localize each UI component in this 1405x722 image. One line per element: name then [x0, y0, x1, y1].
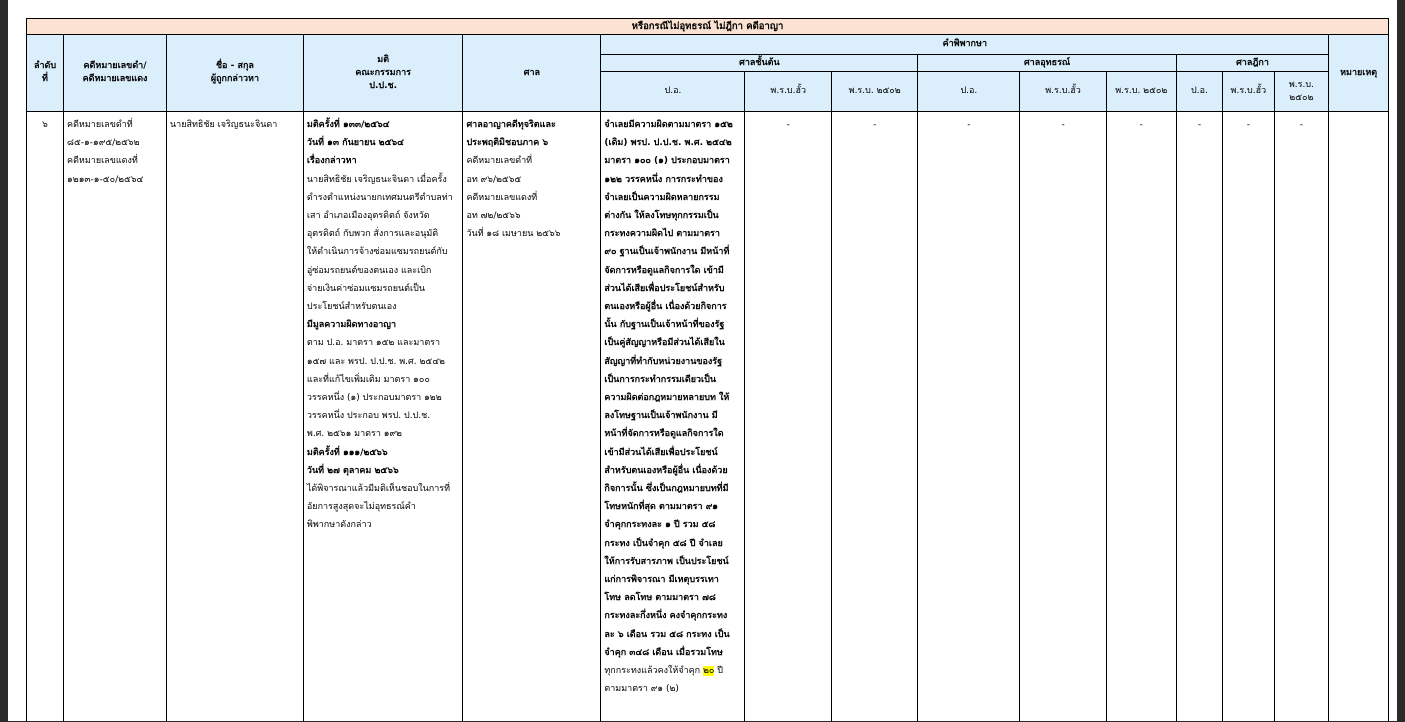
verdict-line: สัญญาที่ทำกับหน่วยงานของรัฐ [604, 353, 741, 371]
cell-first-2542: - [831, 112, 917, 722]
resolution-line: ให้ดำเนินการจ้างซ่อมแซมรถยนต์กับ [307, 243, 460, 261]
header-judgment: คำพิพากษา [601, 35, 1329, 55]
court-line: ประพฤติมิชอบภาค ๖ [466, 134, 597, 152]
resolution-line: วันที่ ๑๓ กันยายน ๒๕๖๔ [307, 134, 460, 152]
verdict-line: กิจการนั้น ซึ่งเป็นกฎหมายบทที่มี [604, 480, 741, 498]
header-court: ศาล [463, 35, 601, 112]
resolution-line: อู่ซ่อมรถยนต์ของตนเอง และเบิก [307, 262, 460, 280]
verdict-line: ลงโทษฐานเป็นเจ้าพนักงาน มี [604, 407, 741, 425]
document-page [8, 0, 1397, 721]
verdict-line: ความผิดต่อกฎหมายหลายบท ให้ [604, 389, 741, 407]
cell-appeal-old: - [1020, 112, 1106, 722]
header-supreme-criminal: ป.อ. [1176, 72, 1222, 112]
cell-name: นายสิทธิชัย เจริญธนะจินดา [166, 112, 303, 722]
cell-resolution [303, 112, 463, 722]
cell-verdict-first-criminal [601, 112, 745, 722]
header-court-supreme: ศาลฎีกา [1176, 55, 1328, 72]
verdict-line: มาตรา ๑๐๐ (๑) ประกอบมาตรา [604, 152, 741, 170]
verdict-line: ตนเองหรือผู้อื่น เนื่องด้วยกิจการ [604, 298, 741, 316]
header-supreme-2542: พ.ร.บ. ๒๕๐๒ [1274, 72, 1329, 112]
resolution-line: จ่ายเงินค่าซ่อมแซมรถยนต์เป็น [307, 280, 460, 298]
verdict-line: ต่างกัน ให้ลงโทษทุกกรรมเป็น [604, 207, 741, 225]
header-supreme-old: พ.ร.บ.ฮั้ว [1223, 72, 1274, 112]
resolution-line: และที่แก้ไขเพิ่มเติม มาตรา ๑๐๐ [307, 371, 460, 389]
header-first-criminal: ป.อ. [601, 72, 745, 112]
header-appeal-2542: พ.ร.บ. ๒๕๐๒ [1106, 72, 1176, 112]
resolution-line: มติครั้งที่ ๑๓๓/๒๕๖๔ [307, 116, 460, 134]
verdict-line: เข้ามีส่วนได้เสียเพื่อประโยชน์ [604, 444, 741, 462]
verdict-line: นั้น กับฐานเป็นเจ้าหน้าที่ของรัฐ [604, 316, 741, 334]
header-name: ชื่อ - สกุล ผู้ถูกกล่าวหา [166, 35, 303, 112]
highlighted-term: ๒๐ [703, 666, 714, 676]
resolution-line: ดำรงตำแหน่งนายกเทศมนตรีตำบลท่า [307, 189, 460, 207]
table-title: หรือกรณีไม่อุทธรณ์ ไม่ฎีกา คดีอาญา [26, 18, 1389, 34]
resolution-line: มติครั้งที่ ๑๑๑/๒๕๖๖ [307, 444, 460, 462]
verdict-line: (เดิม) พรป. ป.ป.ช. พ.ศ. ๒๕๔๒ [604, 134, 741, 152]
cell-supreme-2542: - [1274, 112, 1329, 722]
verdict-line-highlight: ทุกกระทงแล้วคงให้จำคุก ๒๐ ปี [604, 662, 741, 680]
verdict-line: โทษหนักที่สุด ตามมาตรา ๙๑ [604, 498, 741, 516]
header-court-first: ศาลชั้นต้น [601, 55, 918, 72]
verdict-line: จำเลยเป็นความผิดหลายกรรม [604, 189, 741, 207]
header-remark: หมายเหตุ [1329, 35, 1389, 112]
verdict-line: จำเลยมีความผิดตามมาตรา ๑๕๒ [604, 116, 741, 134]
verdict-line: ละ ๖ เดือน รวม ๕๘ กระทง เป็น [604, 626, 741, 644]
court-line: วันที่ ๑๘ เมษายน ๒๕๖๖ [466, 225, 597, 243]
cell-supreme-old: - [1223, 112, 1274, 722]
verdict-line: ๙๐ ฐานเป็นเจ้าพนักงาน มีหน้าที่ [604, 243, 741, 261]
resolution-line: นายสิทธิชัย เจริญธนะจินดา เมื่อครั้ง [307, 171, 460, 189]
resolution-line: วรรคหนึ่ง ประกอบ พรป. ป.ป.ช. [307, 407, 460, 425]
verdict-line: หน้าที่จัดการหรือดูแลกิจการใด [604, 425, 741, 443]
verdict-line: สำหรับตนเองหรือผู้อื่น เนื่องด้วย [604, 462, 741, 480]
verdict-line: กระทงความผิดไป ตามมาตรา [604, 225, 741, 243]
resolution-line: พ.ศ. ๒๕๖๑ มาตรา ๑๙๒ [307, 425, 460, 443]
verdict-line: จัดการหรือดูแลกิจการใด เข้ามี [604, 262, 741, 280]
cell-court [463, 112, 601, 722]
verdict-line: เป็นการกระทำกรรมเดียวเป็น [604, 371, 741, 389]
court-line: คดีหมายเลขดำที่ [466, 152, 597, 170]
verdict-line: จำคุก ๓๔๘ เดือน เมื่อรวมโทษ [604, 644, 741, 662]
header-order: ลำดับ ที่ [27, 35, 64, 112]
cell-remark [1329, 112, 1389, 722]
case-table [26, 34, 1389, 722]
header-case-no: คดีหมายเลขดำ/ คดีหมายเลขแดง [64, 35, 167, 112]
cell-first-old: - [745, 112, 831, 722]
verdict-line: ส่วนได้เสียเพื่อประโยชน์สำหรับ [604, 280, 741, 298]
header-appeal-old: พ.ร.บ.ฮั้ว [1020, 72, 1106, 112]
verdict-line: ให้การรับสารภาพ เป็นประโยชน์ [604, 553, 741, 571]
resolution-line: อัยการสูงสุดจะไม่อุทธรณ์คำ [307, 498, 460, 516]
resolution-line: ตาม ป.อ. มาตรา ๑๕๒ และมาตรา [307, 334, 460, 352]
resolution-line: อุตรดิตถ์ กับพวก สั่งการและอนุมัติ [307, 225, 460, 243]
cell-appeal-criminal: - [918, 112, 1020, 722]
header-first-old: พ.ร.บ.ฮั้ว [745, 72, 831, 112]
court-line: คดีหมายเลขแดงที่ [466, 189, 597, 207]
resolution-line: มีมูลความผิดทางอาญา [307, 316, 460, 334]
header-appeal-criminal: ป.อ. [918, 72, 1020, 112]
resolution-line: เสา อำเภอเมืองอุตรดิตถ์ จังหวัด [307, 207, 460, 225]
court-line: ศาลอาญาคดีทุจริตและ [466, 116, 597, 134]
verdict-line: เป็นคู่สัญญาหรือมีส่วนได้เสียใน [604, 334, 741, 352]
header-court-appeal: ศาลอุทธรณ์ [918, 55, 1176, 72]
verdict-line: กระทง เป็นจำคุก ๕๘ ปี จำเลย [604, 535, 741, 553]
resolution-line: เรื่องกล่าวหา [307, 152, 460, 170]
verdict-line-last: ตามมาตรา ๙๑ (๒) [604, 680, 741, 698]
resolution-line: วันที่ ๒๗ ตุลาคม ๒๕๖๖ [307, 462, 460, 480]
verdict-line: โทษ ลดโทษ ตามมาตรา ๗๘ [604, 589, 741, 607]
verdict-line: จำคุกกระทงละ ๑ ปี รวม ๕๘ [604, 516, 741, 534]
cell-appeal-2542: - [1106, 112, 1176, 722]
table-row [27, 112, 1389, 722]
resolution-line: ได้พิจารณาแล้วมีมติเห็นชอบในการที่ [307, 480, 460, 498]
cell-case-no: คดีหมายเลขดำที่ ๘๕-๑-๑๙๕/๒๕๖๒ คดีหมายเลขแดงที่ ๑๒๑๓-๑-๕๐/๒๕๖๔ [64, 112, 167, 722]
verdict-line: กระทงละกึ่งหนึ่ง คงจำคุกกระทง [604, 607, 741, 625]
court-line: อท ๗๒/๒๕๖๖ [466, 207, 597, 225]
resolution-line: ประโยชน์สำหรับตนเอง [307, 298, 460, 316]
resolution-line: ๑๕๗ และ พรป. ป.ป.ช. พ.ศ. ๒๕๔๒ [307, 353, 460, 371]
header-first-2542: พ.ร.บ. ๒๕๐๒ [831, 72, 917, 112]
cell-supreme-criminal: - [1176, 112, 1222, 722]
court-line: อท ๙๖/๒๕๖๕ [466, 171, 597, 189]
verdict-line: แก่การพิจารณา มีเหตุบรรเทา [604, 571, 741, 589]
resolution-line: วรรคหนึ่ง (๑) ประกอบมาตรา ๑๒๒ [307, 389, 460, 407]
cell-order: ๖ [27, 112, 64, 722]
header-resolution: มติ คณะกรรมการ ป.ป.ช. [303, 35, 463, 112]
resolution-line: พิพากษาดังกล่าว [307, 516, 460, 534]
verdict-line: ๑๒๒ วรรคหนึ่ง การกระทำของ [604, 171, 741, 189]
